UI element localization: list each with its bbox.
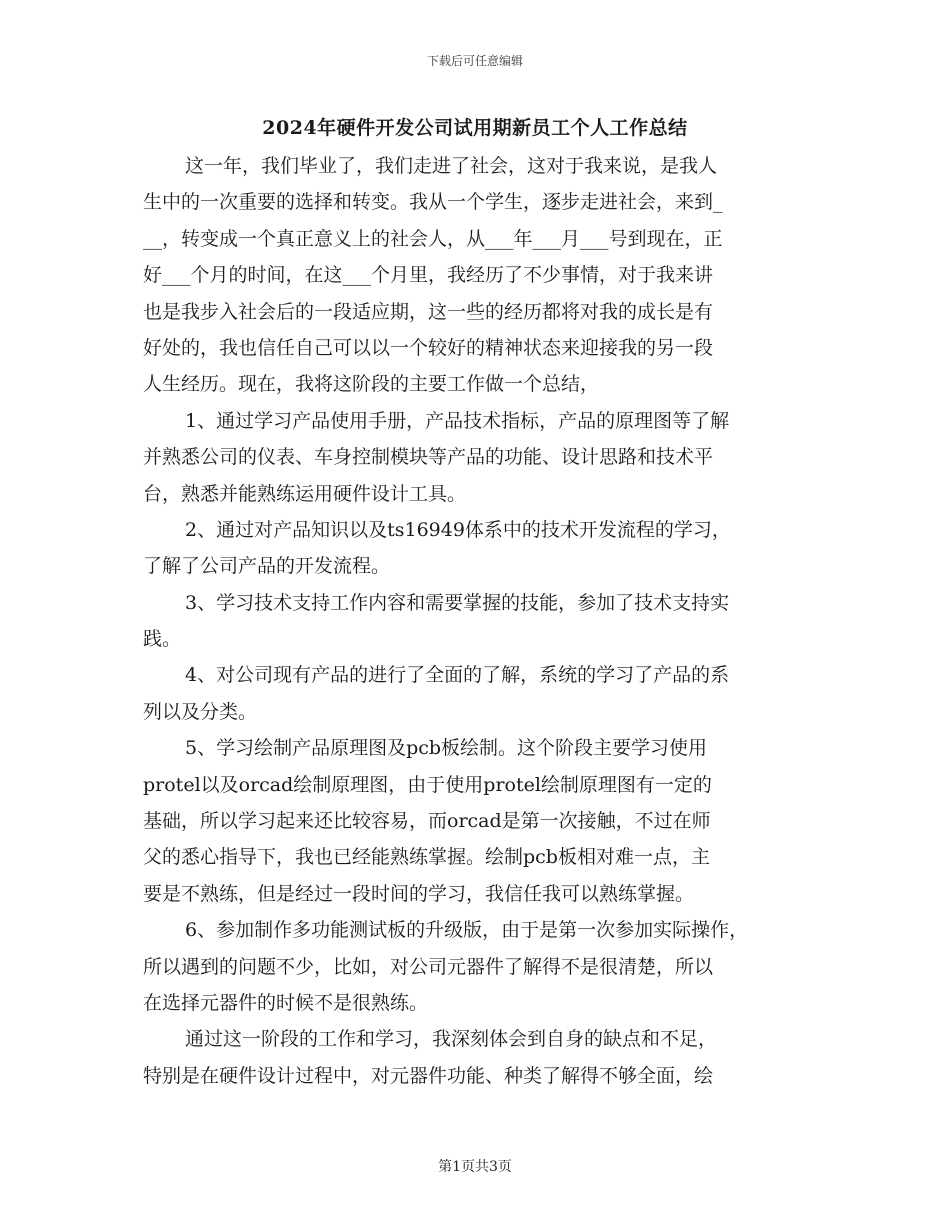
body-line: 5、学习绘制产品原理图及pcb板绘制。这个阶段主要学习使用 [185,737,708,760]
body-line: 好___个月的时间，在这___个月里，我经历了不少事情，对于我来讲 [143,264,714,287]
body-line: 父的悉心指导下，我也已经能熟练掌握。绘制pcb板相对难一点，主 [143,846,710,869]
body-line: 好处的，我也信任自己可以以一个较好的精神状态来迎接我的另一段 [143,336,714,359]
body-line: 在选择元器件的时候不是很熟练。 [143,991,429,1014]
body-paragraphs [143,148,813,1094]
body-line: 并熟悉公司的仪表、车身控制模块等产品的功能、设计思路和技术平 [143,446,714,469]
body-line: 1、通过学习产品使用手册，产品技术指标，产品的原理图等了解 [185,409,730,432]
body-line: 践。 [143,628,182,651]
body-line: 人生经历。现在，我将这阶段的主要工作做一个总结， [143,373,600,396]
body-line: __，转变成一个真正意义上的社会人，从___年___月___号到现在，正 [143,227,723,250]
body-line: 台，熟悉并能熟练运用硬件设计工具。 [143,482,467,505]
body-line: 4、对公司现有产品的进行了全面的了解，系统的学习了产品的系 [185,664,730,687]
document-title: 2024年硬件开发公司试用期新员工个人工作总结 [262,117,688,139]
body-line: 也是我步入社会后的一段适应期，这一些的经历都将对我的成长是有 [143,300,714,323]
body-line: 生中的一次重要的选择和转变。我从一个学生，逐步走进社会，来到_ [143,191,723,214]
body-line: 基础，所以学习起来还比较容易，而orcad是第一次接触，不过在师 [143,810,711,833]
body-line: 3、学习技术支持工作内容和需要掌握的技能，参加了技术支持实 [185,591,730,614]
body-line: 了解了公司产品的开发流程。 [143,555,391,578]
body-line: 通过这一阶段的工作和学习，我深刻体会到自身的缺点和不足， [185,1028,718,1051]
page-number: 第1页共3页 [438,1159,512,1175]
body-line: 特别是在硬件设计过程中，对元器件功能、种类了解得不够全面，绘 [143,1064,714,1087]
body-line: 这一年，我们毕业了，我们走进了社会，这对于我来说，是我人 [185,155,718,177]
body-line: 所以遇到的问题不少，比如，对公司元器件了解得不是很清楚，所以 [143,955,714,978]
page-header-note: 下载后可任意编辑 [426,54,523,68]
body-line: 要是不熟练，但是经过一段时间的学习，我信任我可以熟练掌握。 [143,882,695,905]
body-line: protel以及orcad绘制原理图，由于使用protel绘制原理图有一定的 [143,773,712,796]
document-body [143,148,813,1094]
body-line: 2、通过对产品知识以及ts16949体系中的技术开发流程的学习， [185,518,731,541]
body-line: 列以及分类。 [143,700,258,723]
body-line: 6、参加制作多功能测试板的升级版，由于是第一次参加实际操作， [185,919,749,942]
